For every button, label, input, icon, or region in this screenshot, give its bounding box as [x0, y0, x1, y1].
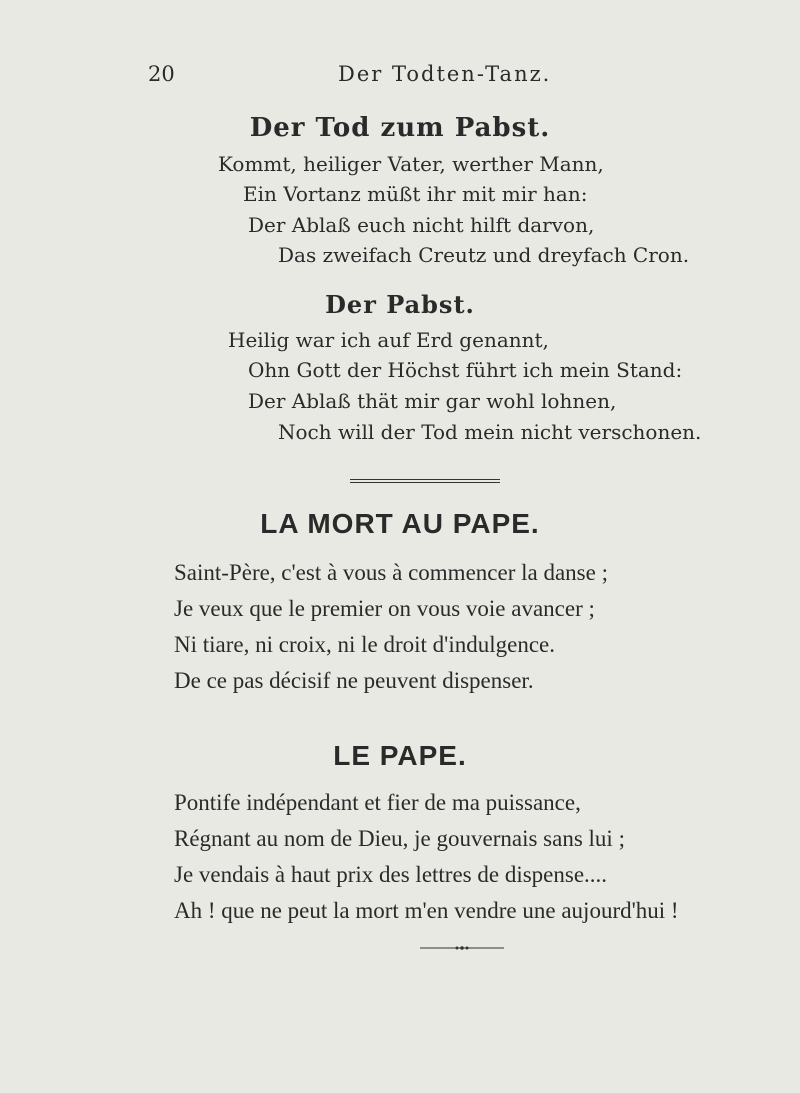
french-title-pope: LE PAPE.: [333, 740, 467, 771]
french-verse-line: Je vendais à haut prix des lettres de dispense....: [174, 862, 608, 887]
german-verse-line: Kommt, heiliger Vater, werther Mann,: [218, 152, 604, 176]
german-verse-line: Ein Vortanz müßt ihr mit mir han:: [243, 182, 588, 206]
german-verse-line: Der Ablaß thät mir gar wohl lohnen,: [248, 389, 617, 413]
german-verse-line: Noch will der Tod mein nicht verschonen.: [278, 420, 702, 444]
french-verse-line: Pontife indépendant et fier de ma puissance,: [174, 790, 581, 815]
german-verse-line: Ohn Gott der Höchst führt ich mein Stand:: [248, 358, 683, 382]
german-title-death-to-pope: Der Tod zum Pabst.: [249, 113, 551, 143]
german-title-pope: Der Pabst.: [325, 290, 475, 319]
french-verse-line: Ni tiare, ni croix, ni le droit d'indulgence.: [174, 632, 555, 657]
german-verse-line: Heilig war ich auf Erd genannt,: [228, 328, 549, 352]
french-verse-line: De ce pas décisif ne peuvent dispenser.: [174, 668, 534, 693]
page-number: 20: [148, 62, 175, 86]
running-title: Der Todten-Tanz.: [338, 62, 552, 86]
ornament-flourish: [420, 946, 504, 950]
french-verse-line: Saint-Père, c'est à vous à commencer la danse ;: [174, 560, 608, 585]
section-divider: [350, 479, 500, 483]
french-verse-line: Je veux que le premier on vous voie avancer ;: [174, 596, 595, 621]
german-verse-line: Das zweifach Creutz und dreyfach Cron.: [278, 243, 690, 267]
french-verse-line: Régnant au nom de Dieu, je gouvernais sans lui ;: [174, 826, 625, 851]
french-verse-line: Ah ! que ne peut la mort m'en vendre une aujourd'hui !: [174, 898, 679, 923]
german-verse-line: Der Ablaß euch nicht hilft darvon,: [248, 213, 595, 237]
french-title-death-to-pope: LA MORT AU PAPE.: [260, 508, 540, 539]
